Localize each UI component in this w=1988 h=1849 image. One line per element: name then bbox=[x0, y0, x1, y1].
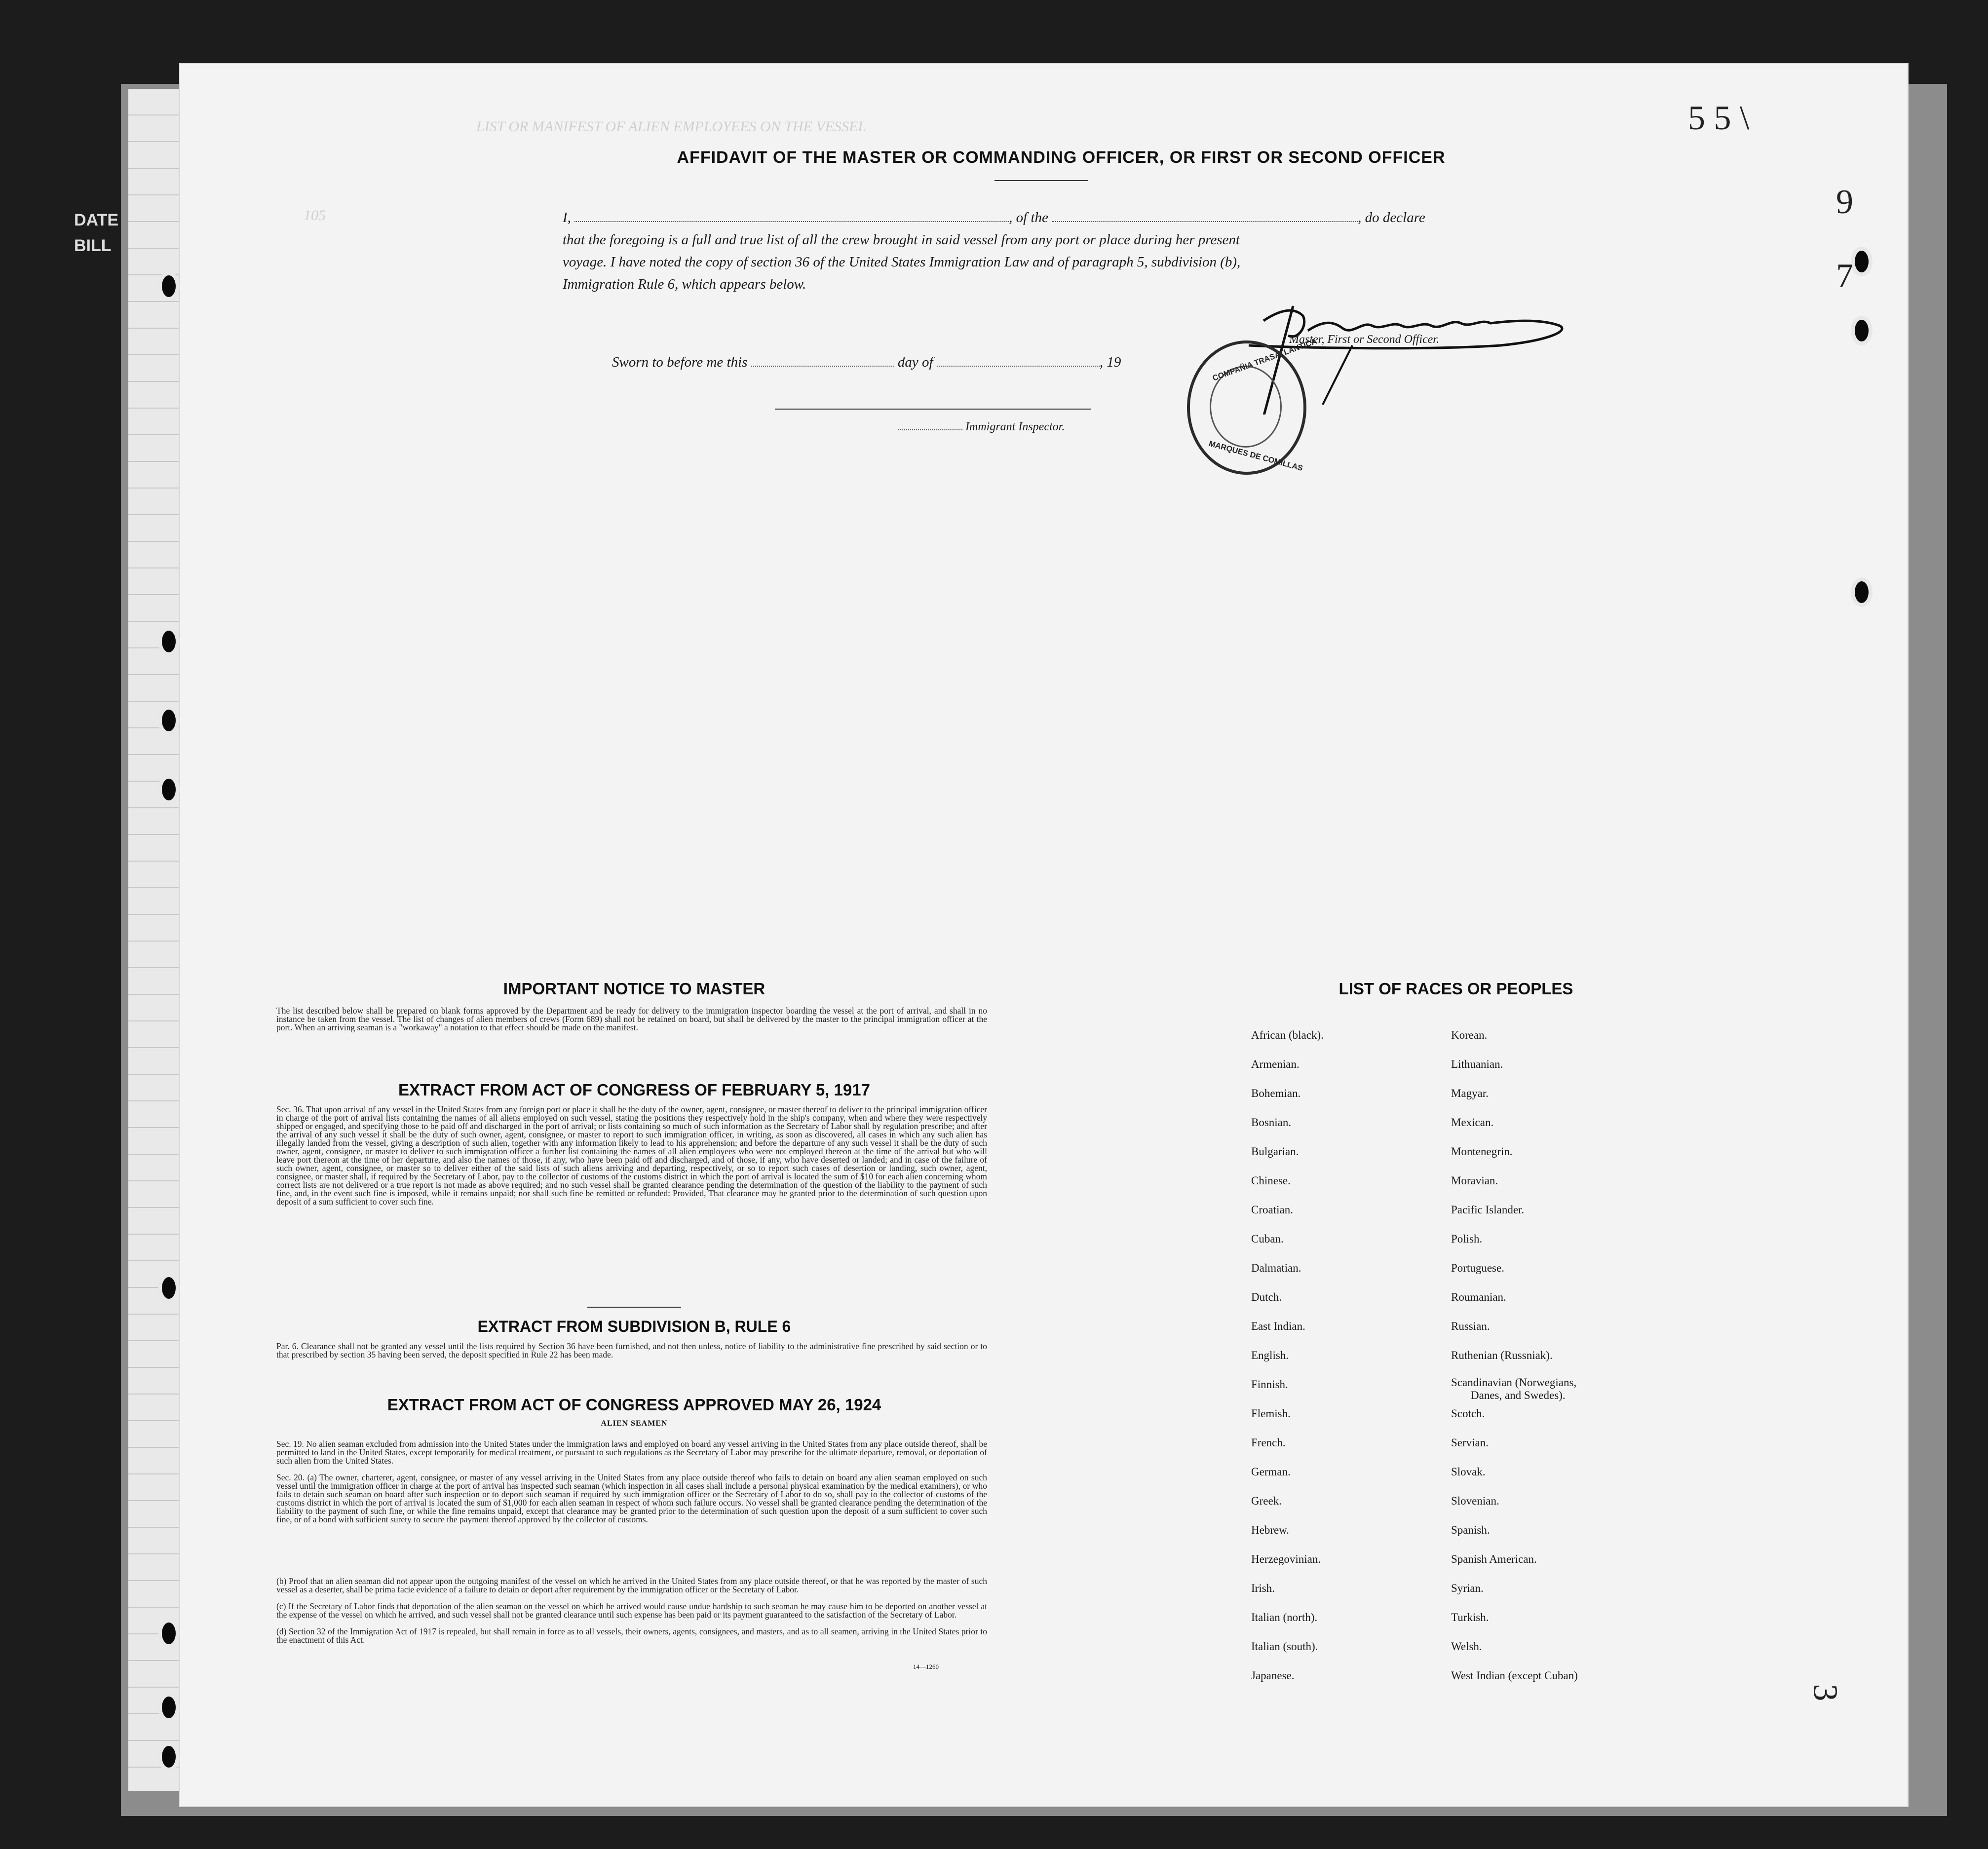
race-item: African (black). bbox=[1251, 1029, 1324, 1041]
day-blank[interactable] bbox=[751, 356, 894, 367]
sec19-text: Sec. 19. No alien seaman excluded from admission into the United States under the immigration laws and employed on board any vessel arriving in the United States from any place outside thereof, shall be permitted to land in the United States, except temporarily for medical treatment, or pursuant to such regulations as the Secretary of Labor may prescribe for the ultimate departure, removal, or deportation of such alien from the United States. bbox=[276, 1439, 987, 1466]
binding-hole bbox=[158, 627, 180, 656]
subdivision-title: EXTRACT FROM SUBDIVISION B, RULE 6 bbox=[477, 1318, 791, 1335]
sec20-text: Sec. 20. (a) The owner, charterer, agent, consignee, or master of any vessel arriving in the United States from any place outside thereof who fails to detain on board any alien seaman employed on such vessel until the immigration officer in charge at the port of arrival has inspected such seaman (which inspection in all cases shall include a personal physical examination by the medical examiners), or who fails to detain such seaman on board after such inspection or to deport such seaman if required by such immigration officer or the Secretary of Labor to do so, shall pay to the collector of customs of the customs district in which the port of arrival is located the sum of $1,000 for each alien seaman in respect of whom such failure occurs. No vessel shall be granted clearance pending the determination of the liability to the payment of such fine, or while the fine remains unpaid, except that clearance may be granted prior to the determination of such question upon the deposit of a sum sufficient to cover such fine, or of a bond with sufficient surety to secure the payment thereof approved by the collector of customs. bbox=[276, 1472, 987, 1524]
divider bbox=[994, 180, 1088, 181]
race-item: Korean. bbox=[1451, 1029, 1488, 1041]
race-item: Irish. bbox=[1251, 1582, 1275, 1594]
race-item: English. bbox=[1251, 1349, 1289, 1361]
race-item: Hebrew. bbox=[1251, 1524, 1290, 1536]
handwritten-number: 9 bbox=[1836, 183, 1853, 221]
affidavit-line-2: that the foregoing is a full and true list of all the crew brought in said vessel from any port or place during her present bbox=[563, 232, 1240, 248]
inspector-label-text: Immigrant Inspector. bbox=[965, 420, 1065, 433]
affidavit-line-3: voyage. I have noted the copy of section 36 of the United States Immigration Law and of paragraph 5, subdivision (b), bbox=[563, 254, 1241, 270]
month-blank[interactable] bbox=[937, 356, 1100, 367]
race-item: German. bbox=[1251, 1466, 1291, 1478]
race-item: Syrian. bbox=[1451, 1582, 1484, 1594]
race-item: Greek. bbox=[1251, 1495, 1282, 1507]
name-blank[interactable] bbox=[574, 211, 1009, 222]
race-item: Turkish. bbox=[1451, 1611, 1489, 1623]
day-of-label: day of bbox=[897, 354, 933, 370]
race-item: Spanish American. bbox=[1451, 1553, 1537, 1565]
year-prefix: , 19 bbox=[1099, 354, 1121, 370]
race-item: Moravian. bbox=[1451, 1174, 1498, 1187]
race-item: Croatian. bbox=[1251, 1204, 1293, 1216]
divider bbox=[587, 1307, 681, 1308]
sec20b-text: (b) Proof that an alien seaman did not appear upon the outgoing manifest of the vessel on which he arrived in the United States from any place outside thereof, or that he was reported by the master of such vessel as a deserter, shall be prima facie evidence of a failure to detain or deport after requirement by the immigration officer or the Secretary of Labor. bbox=[276, 1576, 987, 1594]
bleed-through: LIST OR MANIFEST OF ALIEN EMPLOYEES ON THE VESSEL bbox=[476, 118, 867, 135]
alien-seamen-subtitle: ALIEN SEAMEN bbox=[601, 1419, 668, 1428]
race-item: Chinese. bbox=[1251, 1174, 1291, 1187]
binding-hole bbox=[1851, 577, 1873, 607]
race-item: East Indian. bbox=[1251, 1320, 1305, 1332]
subdivision-text: Par. 6. Clearance shall not be granted any vessel until the lists required by Section 36 have been furnished, and not then unless, notice of liability to the administrative fine prescribed by said section or to that prescribed by section 35 having been served, the deposit specified in Rule 22 has been made. bbox=[276, 1341, 987, 1359]
race-item: Portuguese. bbox=[1451, 1262, 1504, 1274]
manifest-page bbox=[180, 64, 1908, 1806]
race-item: Dutch. bbox=[1251, 1291, 1282, 1303]
binding-hole bbox=[1851, 316, 1873, 345]
race-item: Russian. bbox=[1451, 1320, 1490, 1332]
race-item: Welsh. bbox=[1451, 1640, 1482, 1653]
race-item: Mexican. bbox=[1451, 1116, 1494, 1129]
affidavit-title: AFFIDAVIT OF THE MASTER OR COMMANDING OFFICER, OR FIRST OR SECOND OFFICER bbox=[677, 148, 1446, 167]
binding-hole bbox=[158, 706, 180, 735]
sec20c-text: (c) If the Secretary of Labor finds that deportation of the alien seaman on the vessel on which he arrived would cause undue hardship to such seaman he may cause him to be deported on another vessel at the expense of the vessel on which he arrived, and such vessel shall not be granted clearance until such expense has been paid or its payment guaranteed to the satisfaction of the Secretary of Labor. bbox=[276, 1601, 987, 1620]
race-item: Scotch. bbox=[1451, 1407, 1485, 1420]
race-item: Roumanian. bbox=[1451, 1291, 1506, 1303]
i-label: I, bbox=[563, 210, 571, 226]
race-item: Servian. bbox=[1451, 1436, 1489, 1449]
extract-1924-title: EXTRACT FROM ACT OF CONGRESS APPROVED MAY 26, 1924 bbox=[387, 1396, 881, 1414]
race-item: Slovak. bbox=[1451, 1466, 1486, 1478]
binding-hole bbox=[158, 1273, 180, 1303]
affidavit-line-4: Immigration Rule 6, which appears below. bbox=[563, 276, 806, 292]
race-item: Ruthenian (Russniak). bbox=[1451, 1349, 1553, 1361]
race-item: Magyar. bbox=[1451, 1087, 1489, 1099]
edge-label: DATE BILL bbox=[74, 211, 119, 255]
of-the-label: , of the bbox=[1009, 210, 1048, 226]
binding-hole bbox=[158, 271, 180, 301]
race-item: Lithuanian. bbox=[1451, 1058, 1503, 1070]
sworn-line bbox=[612, 354, 1121, 371]
race-item: Finnish. bbox=[1251, 1378, 1288, 1391]
stamp-bottom-text: MARQUES DE COMILLAS bbox=[1208, 439, 1304, 473]
company-stamp bbox=[1187, 337, 1318, 475]
race-item: Flemish. bbox=[1251, 1407, 1291, 1420]
handwritten-mark: 3 bbox=[1806, 1684, 1844, 1701]
race-item: French. bbox=[1251, 1436, 1286, 1449]
race-item: West Indian (except Cuban) bbox=[1451, 1669, 1578, 1682]
race-item: Pacific Islander. bbox=[1451, 1204, 1525, 1216]
race-item: Spanish. bbox=[1451, 1524, 1490, 1536]
race-item: Scandinavian (Norwegians, bbox=[1451, 1376, 1577, 1389]
do-declare-label: , do declare bbox=[1358, 210, 1425, 226]
binding-hole bbox=[158, 775, 180, 804]
race-item: Japanese. bbox=[1251, 1669, 1295, 1682]
notice-text: The list described below shall be prepared on blank forms approved by the Department and be ready for delivery to the immigration inspector boarding the vessel at the port of arrival, and shall in no instance be taken from the vessel. The list of changes of alien members of crews (Form 689) shall not be retained on board, but shall be delivered by the master to the principal immigration officer at the port. When an arriving seaman is a "workaway" a notation to that effect should be made on the manifest. bbox=[276, 1006, 987, 1032]
race-item: Dalmatian. bbox=[1251, 1262, 1301, 1274]
race-item: Polish. bbox=[1451, 1233, 1483, 1245]
handwritten-mark: 5 5 \ bbox=[1688, 99, 1750, 137]
vessel-blank[interactable] bbox=[1052, 211, 1358, 222]
race-item: Bulgarian. bbox=[1251, 1145, 1299, 1158]
race-item: Slovenian. bbox=[1451, 1495, 1499, 1507]
notice-title: IMPORTANT NOTICE TO MASTER bbox=[503, 980, 765, 998]
race-item: Armenian. bbox=[1251, 1058, 1300, 1070]
binding-hole bbox=[158, 1619, 180, 1648]
master-label: Master, First or Second Officer. bbox=[1289, 333, 1439, 346]
dotted-lead bbox=[898, 419, 962, 430]
binding-hole bbox=[1851, 247, 1873, 276]
extract-1917-title: EXTRACT FROM ACT OF CONGRESS OF FEBRUARY 5, 1917 bbox=[398, 1081, 870, 1099]
race-item: Cuban. bbox=[1251, 1233, 1284, 1245]
race-item: Italian (south). bbox=[1251, 1640, 1318, 1653]
sworn-label: Sworn to before me this bbox=[612, 354, 748, 370]
handwritten-number: 7 bbox=[1836, 257, 1853, 295]
race-item: Herzegovinian. bbox=[1251, 1553, 1321, 1565]
extract-1917-text: Sec. 36. That upon arrival of any vessel in the United States from any foreign port or place it shall be the duty of the owner, agent, consignee, or master thereof to deliver to the principal immigration officer in charge of the port of arrival lists containing the names of all aliens employed on such vessel, stating the positions they respectively hold in the ship's company, when and where they were respectively shipped or engaged, and specifying those to be paid off and discharged in the port of arrival; or lists containing so much of such information as the Secretary of Labor shall by regulation prescribe; and after the arrival of any such vessel it shall be the duty of such owner, agent, consignee, or master to report to such immigration officer, in writing, as soon as discovered, all cases in which any such alien has illegally landed from the vessel, giving a description of such alien, together with any information likely to lead to his apprehension; and before the departure of any such vessel it shall be the duty of such owner, agent, consignee, or master to deliver to such immigration officer a further list containing the names of all alien employees who were not employed thereon at the time of the arrival but who will leave port thereon at the time of her departure, and also the names of those, if any, who have been paid off and discharged, and of those, if any, who have deserted or landed; and in case of the failure of such owner, agent, consignee, or master so to deliver either of the said lists of such aliens arriving and departing, respectively, or so to report such cases of desertion or landing, such owner, agent, consignee, or master shall, if required by the Secretary of Labor, pay to the collector of customs of the customs district in which the port of arrival is located the sum of $10 for each alien concerning whom correct lists are not delivered or a true report is not made as above required; and no such vessel shall be granted clearance pending the determination of the question of the liability to the payment of such fine, and, in the event such fine is imposed, while it remains unpaid; nor shall such fine be remitted or refunded: Provided, That clearance may be granted prior to the determination of such question upon deposit of a sum sufficient to cover such fine. bbox=[276, 1104, 987, 1207]
race-item: Bosnian. bbox=[1251, 1116, 1292, 1129]
race-item: Italian (north). bbox=[1251, 1611, 1318, 1623]
bleed-through-number: 105 bbox=[304, 207, 326, 224]
inspector-label bbox=[898, 419, 1065, 434]
sec20d-text: (d) Section 32 of the Immigration Act of 1917 is repealed, but shall remain in force as to all vessels, their owners, agents, consignees, and masters, and as to all seamen, arriving in the United States prior to the enactment of this Act. bbox=[276, 1626, 987, 1645]
stamp-top-text: COMPAÑIA TRASATLANTICA bbox=[1211, 337, 1318, 383]
binding-hole bbox=[158, 1693, 180, 1722]
inspector-signature-line[interactable] bbox=[775, 409, 1091, 410]
races-title: LIST OF RACES OR PEOPLES bbox=[1338, 980, 1573, 998]
race-item: Bohemian. bbox=[1251, 1087, 1301, 1099]
form-number: 14—1260 bbox=[913, 1663, 939, 1670]
race-item: Montenegrin. bbox=[1451, 1145, 1513, 1158]
binding-hole bbox=[158, 1742, 180, 1772]
race-item-continuation: Danes, and Swedes). bbox=[1471, 1389, 1566, 1401]
affidavit-line-1 bbox=[563, 210, 1425, 226]
